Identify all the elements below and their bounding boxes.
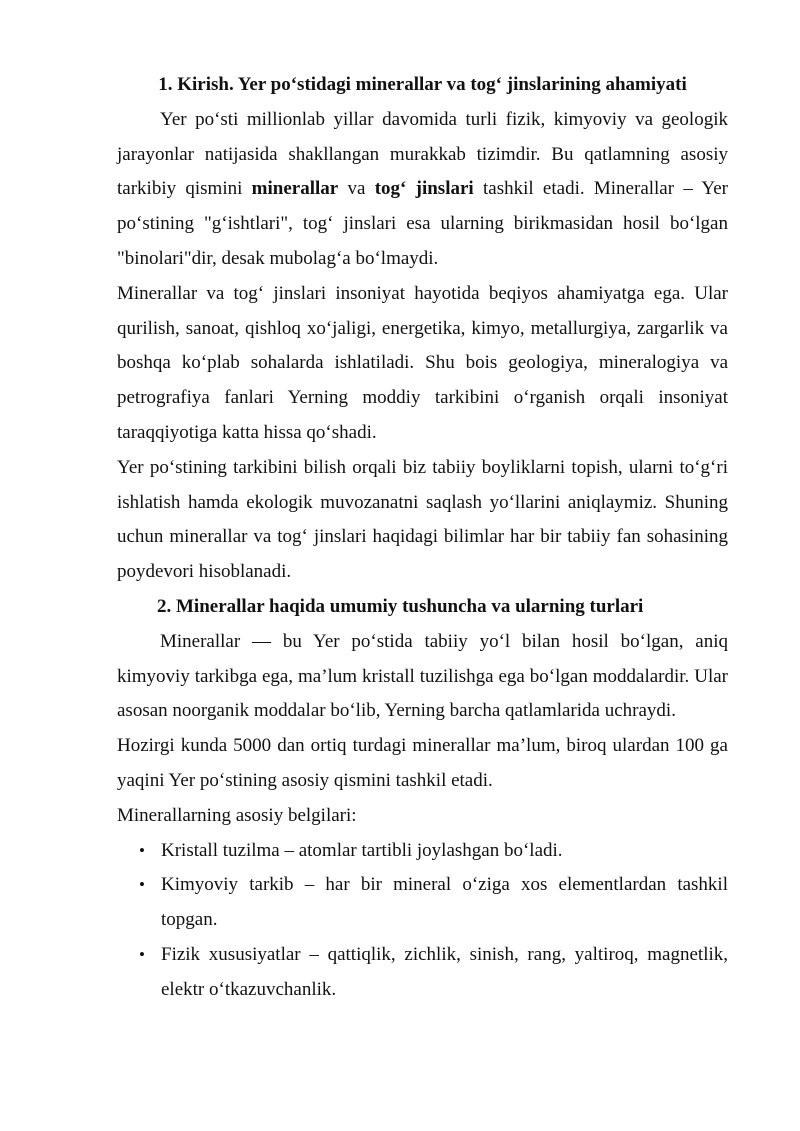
bullet-icon: •: [139, 840, 145, 860]
features-list: [117, 834, 728, 1008]
bold-term-minerallar: minerallar: [251, 178, 339, 200]
section-1-paragraph-3: Yer po‘stining tarkibini bilish orqali biz tabiiy boyliklarni topish, ularni to‘g‘ri ishlatish hamda ekologik muvozanatni saqlash yo‘llarini aniqlaymiz. Shuning uchun minerallar va tog‘ jinslari haqidagi bilimlar har bir tabiiy fan sohasining poydevori hisoblanadi.: [117, 456, 728, 583]
section-2-paragraph-2: Hozirgi kunda 5000 dan ortiq turdagi minerallar ma’lum, biroq ulardan 100 ga yaqini Yer po‘stining asosiy qismini tashkil etadi.: [117, 735, 728, 791]
paragraph-text: tashkil etadi. Minerallar – Yer po‘stining "g‘ishtlari", tog‘ jinslari esa ularning birikmasidan hosil bo‘lgan "binolari"dir, desak mubolag‘a bo‘lmaydi.: [117, 178, 728, 269]
section-1-paragraph-2: Minerallar va tog‘ jinslari insoniyat hayotida beqiyos ahamiyatga ega. Ular qurilish, sanoat, qishloq xo‘jaligi, energetika, kimyo, metallurgiya, zargarlik va boshqa ko‘plab sohalarda ishlatiladi. Shu bois geologiya, mineralogiya va petrografiya fanlari Yerning moddiy tarkibini o‘rganish orqali insoniyat taraqqiyotiga katta hissa qo‘shadi.: [117, 282, 728, 443]
section-2-paragraph-1: Minerallar — bu Yer po‘stida tabiiy yo‘l bilan hosil bo‘lgan, aniq kimyoviy tarkibga ega, ma’lum kristall tuzilishga ega bo‘lgan moddalardir. Ular asosan noorganik moddalar bo‘lib, Yerning barcha qatlamlarida uchraydi.: [117, 630, 728, 722]
paragraph-text: Yer po‘sti millionlab yillar davomida turli fizik, kimyoviy va geologik jarayonlar natijasida shakllangan murakkab tizimdir. Bu qatlamning asosiy tarkibiy qismini: [117, 108, 728, 200]
list-item: [117, 834, 728, 869]
section-1-paragraph-1: [117, 103, 728, 277]
list-item-text: Fizik xususiyatlar – qattiqlik, zichlik, sinish, rang, yaltiroq, magnetlik, elektr o‘tkazuvchanlik.: [161, 943, 728, 1000]
section-2-heading: 2. Minerallar haqida umumiy tushuncha va ularning turlari: [157, 595, 644, 617]
list-item-text: Kristall tuzilma – atomlar tartibli joylashgan bo‘ladi.: [161, 839, 563, 861]
bullet-icon: •: [139, 875, 145, 895]
bullet-icon: •: [139, 944, 145, 964]
list-item-text: Kimyoviy tarkib – har bir mineral o‘ziga xos elementlardan tashkil topgan.: [161, 874, 728, 931]
section-1-heading: 1. Kirish. Yer po‘stidagi minerallar va tog‘ jinslarining ahamiyati: [158, 74, 687, 95]
list-item: [117, 868, 728, 938]
bold-term-tog-jinslari: tog‘ jinslari: [374, 178, 474, 200]
list-intro: Minerallarning asosiy belgilari:: [117, 804, 357, 826]
paragraph-text: va: [338, 178, 375, 200]
list-item: [117, 938, 728, 1008]
